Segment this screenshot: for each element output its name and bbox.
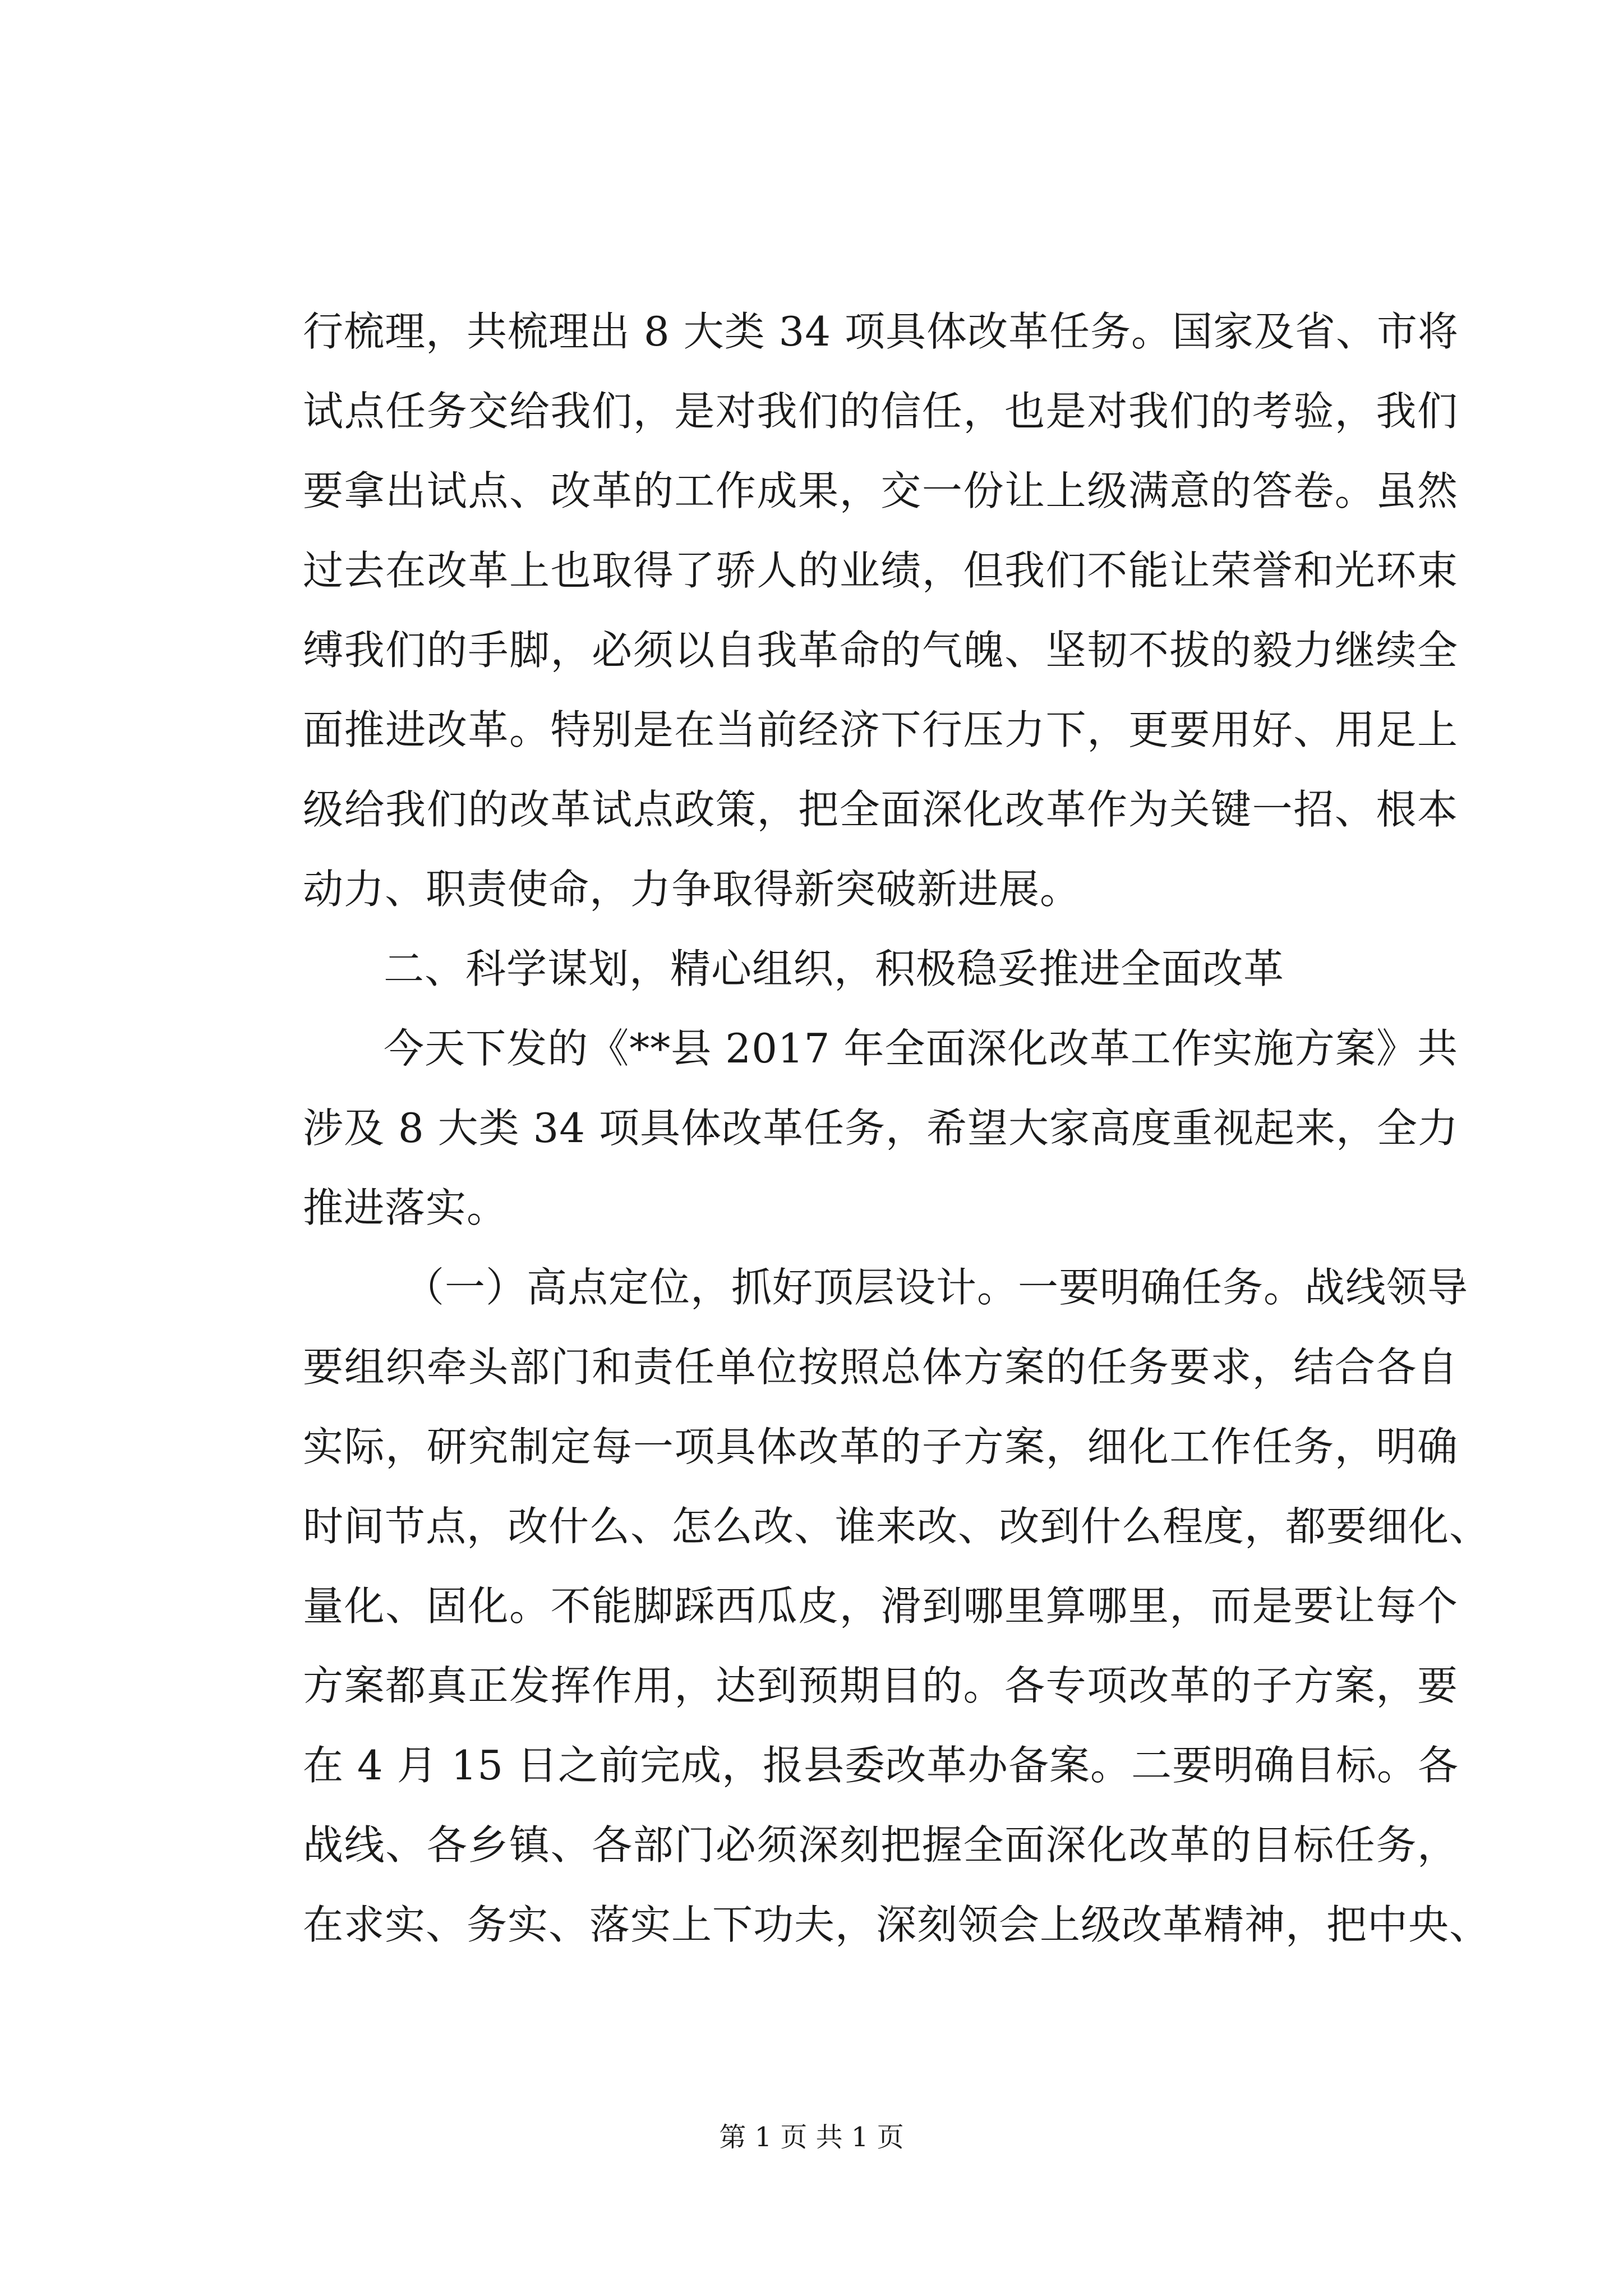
text-line: 动力、职责使命，力争取得新突破新进展。 (303, 866, 1081, 913)
text-line: 战线、各乡镇、各部门必须深刻把握全面深化改革的目标任务， (303, 1821, 1458, 1869)
text-line: 试点任务交给我们，是对我们的信任，也是对我们的考验，我们 (303, 388, 1458, 435)
text-line: 在求实、务实、落实上下功夫，深刻领会上级改革精神，把中央、 (303, 1901, 1491, 1948)
text-line: 实际，研究制定每一项具体改革的子方案，细化工作任务，明确 (303, 1423, 1458, 1470)
page-footer (0, 2120, 1623, 2154)
text-line: 时间节点，改什么、怎么改、谁来改、改到什么程度，都要细化、 (303, 1503, 1491, 1550)
text-line: （一）高点定位，抓好顶层设计。一要明确任务。战线领导 (404, 1264, 1469, 1311)
text-line: 缚我们的手脚，必须以自我革命的气魄、坚韧不拔的毅力继续全 (303, 627, 1458, 674)
text-line: 面推进改革。特别是在当前经济下行压力下，更要用好、用足上 (303, 706, 1458, 753)
text-line: 量化、固化。不能脚踩西瓜皮，滑到哪里算哪里，而是要让每个 (303, 1582, 1458, 1630)
text-line: 要组织牵头部门和责任单位按照总体方案的任务要求，结合各自 (303, 1343, 1458, 1391)
text-line: 涉及 8 大类 34 项具体改革任务，希望大家高度重视起来，全力 (303, 1105, 1459, 1152)
text-line: 今天下发的《**县 2017 年全面深化改革工作实施方案》共 (384, 1025, 1458, 1072)
text-line: 推进落实。 (303, 1184, 508, 1231)
text-line: 行梳理，共梳理出 8 大类 34 项具体改革任务。国家及省、市将 (303, 308, 1459, 355)
text-line: 级给我们的改革试点政策，把全面深化改革作为关键一招、根本 (303, 786, 1458, 833)
text-line: 方案都真正发挥作用，达到预期目的。各专项改革的子方案，要 (303, 1662, 1458, 1709)
document-body (303, 292, 1491, 1964)
section-heading: 二、科学谋划，精心组织，积极稳妥推进全面改革 (384, 945, 1285, 992)
text-line: 要拿出试点、改革的工作成果，交一份让上级满意的答卷。虽然 (303, 467, 1458, 514)
text-line: 在 4 月 15 日之前完成，报县委改革办备案。二要明确目标。各 (303, 1742, 1459, 1789)
page-number-label: 第 1 页 共 1 页 (719, 2122, 904, 2153)
text-line: 过去在改革上也取得了骄人的业绩，但我们不能让荣誉和光环束 (303, 547, 1458, 594)
